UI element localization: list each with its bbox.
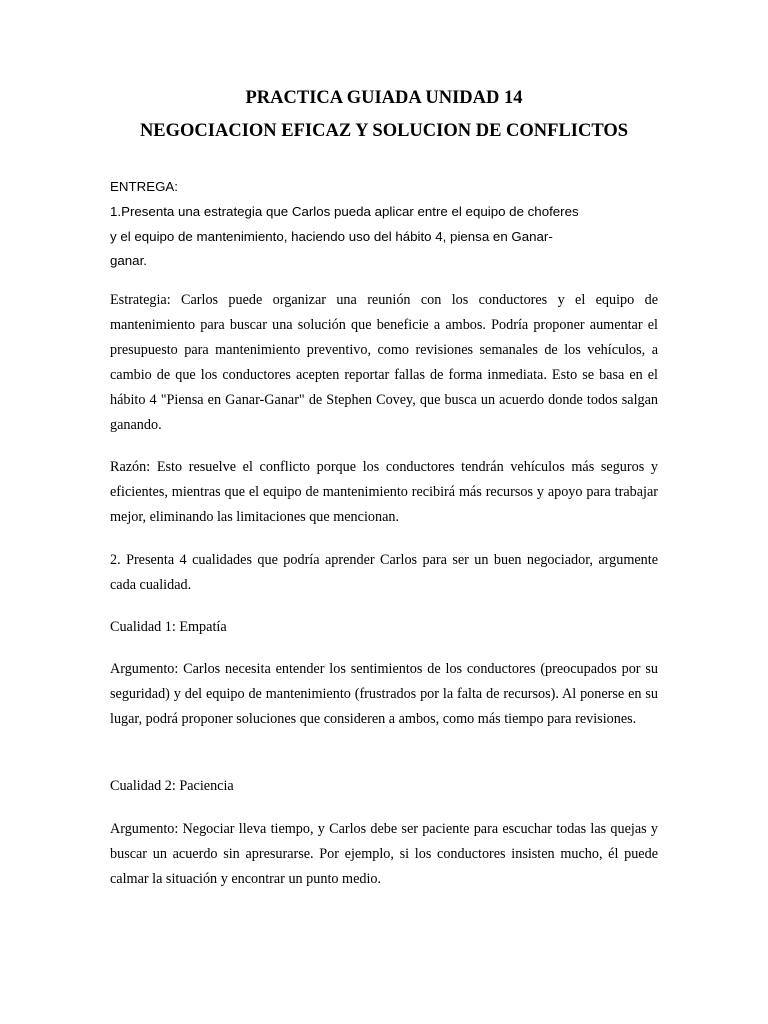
question-2: 2. Presenta 4 cualidades que podría aprender Carlos para ser un buen negociador, argumente cada cualidad. — [110, 552, 658, 593]
entrega-label: ENTREGA: — [110, 179, 178, 194]
question-1-line: 1.Presenta una estrategia que Carlos pueda aplicar entre el equipo de choferes — [110, 204, 579, 219]
question-1-line: y el equipo de mantenimiento, haciendo uso del hábito 4, piensa en Ganar- — [110, 228, 553, 244]
document-title: PRACTICA GUIADA UNIDAD 14 — [245, 88, 523, 108]
cualidad-2-heading: Cualidad 2: Paciencia — [110, 778, 234, 794]
razon-paragraph: Razón: Esto resuelve el conflicto porque los conductores tendrán vehículos más seguros y eficientes, mientras que el equipo de mantenimiento recibirá más recursos y apoyo para trabajar mejor, eliminando las limitaciones que mencionan. — [110, 459, 658, 525]
cualidad-1-heading: Cualidad 1: Empatía — [110, 619, 227, 635]
question-1 — [110, 200, 630, 274]
argumento-2-paragraph: Argumento: Negociar lleva tiempo, y Carlos debe ser paciente para escuchar todas las quejas y buscar un acuerdo sin apresurarse. Por ejemplo, si los conductores insisten mucho, él puede calmar la situación y encontrar un punto medio. — [110, 821, 658, 887]
argumento-1-paragraph: Argumento: Carlos necesita entender los sentimientos de los conductores (preocupados por su seguridad) y del equipo de mantenimiento (frustrados por la falta de recursos). Al ponerse en su lugar, podrá proponer soluciones que consideren a ambos, como más tiempo para revisiones. — [110, 661, 658, 727]
document-subtitle: NEGOCIACION EFICAZ Y SOLUCION DE CONFLICTOS — [139, 121, 629, 141]
estrategia-paragraph: Estrategia: Carlos puede organizar una reunión con los conductores y el equipo de mantenimiento para buscar una solución que beneficie a ambos. Podría proponer aumentar el presupuesto para mantenimiento preventivo, como revisiones semanales de los vehículos, a cambio de que los conductores acepten reportar fallas de forma inmediata. Esto se basa en el hábito 4 "Piensa en Ganar-Ganar" de Stephen Covey, que busca un acuerdo donde todos salgan ganando. — [110, 292, 658, 433]
question-1-line: ganar. — [110, 253, 147, 268]
